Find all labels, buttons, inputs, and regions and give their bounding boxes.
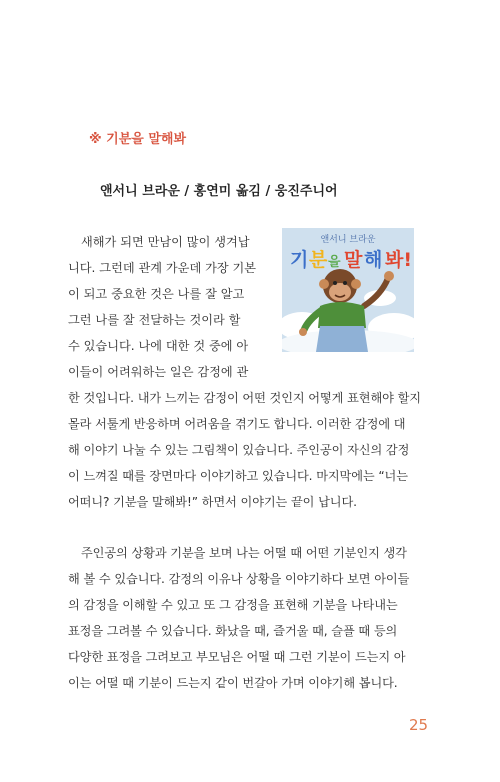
paragraph-2-line-1: 주인공의 상황과 기분을 보며 나는 어떨 때 어떤 기분인지 생각 bbox=[81, 546, 407, 560]
paragraph-1-line-5: 수 있습니다. 나에 대한 것 중에 아 bbox=[68, 339, 249, 353]
svg-text:말: 말 bbox=[344, 249, 363, 271]
svg-text:을: 을 bbox=[328, 255, 341, 270]
book-byline: 앤서니 브라운 / 홍연미 옮김 / 웅진주니어 bbox=[100, 184, 338, 199]
paragraph-1-line-9: 해 이야기 나눌 수 있는 그림책이 있습니다. 주인공이 자신의 감정 bbox=[68, 443, 410, 457]
cover-title bbox=[290, 248, 412, 271]
paragraph-2-line-5: 다양한 표정을 그려보고 부모님은 어떨 때 그런 기분이 드는지 아 bbox=[68, 650, 406, 664]
paragraph-1-line-6: 이들이 어려워하는 일은 감정에 관 bbox=[68, 365, 249, 379]
paragraph-2-line-4: 표정을 그려볼 수 있습니다. 화났을 때, 즐거울 때, 슬플 때 등의 bbox=[68, 624, 398, 638]
svg-text:해: 해 bbox=[364, 249, 383, 271]
book-cover-image bbox=[282, 228, 414, 352]
paragraph-1-line-7: 한 것입니다. 내가 느끼는 감정이 어떤 것인지 어떻게 표현해야 할지 bbox=[68, 391, 421, 405]
paragraph-1-line-3: 이 되고 중요한 것은 나를 잘 알고 bbox=[68, 287, 245, 301]
svg-text:봐!: 봐! bbox=[385, 249, 413, 271]
paragraph-1-line-11: 어떠니? 기분을 말해봐!” 하면서 이야기는 끝이 납니다. bbox=[68, 495, 357, 509]
section-title: ※ 기분을 말해봐 bbox=[89, 132, 187, 147]
paragraph-1-line-1: 새해가 되면 만남이 많이 생겨납 bbox=[81, 235, 250, 249]
paragraph-2-line-6: 이는 어떨 때 기분이 드는지 같이 번갈아 가며 이야기해 봅니다. bbox=[68, 676, 398, 690]
paragraph-2-line-3: 의 감정을 이해할 수 있고 또 그 감정을 표현해 기분을 나타내는 bbox=[68, 598, 398, 612]
paragraph-2-line-2: 해 볼 수 있습니다. 감정의 이유나 상황을 이야기하다 보면 아이들 bbox=[68, 572, 410, 586]
paragraph-1-line-10: 이 느껴질 때를 장면마다 이야기하고 있습니다. 마지막에는 “너는 bbox=[68, 469, 408, 483]
page-number: 25 bbox=[409, 716, 429, 734]
paragraph-1-line-8: 몰라 서툴게 반응하며 어려움을 겪기도 합니다. 이러한 감정에 대 bbox=[68, 417, 406, 431]
svg-text:분: 분 bbox=[309, 249, 328, 271]
cover-author-text: 앤서니 브라운 bbox=[320, 235, 376, 245]
svg-text:기: 기 bbox=[290, 249, 309, 271]
book-cover-illustration bbox=[282, 228, 414, 352]
paragraph-1-line-4: 그런 나를 잘 전달하는 것이라 할 bbox=[68, 313, 241, 327]
paragraph-1-line-2: 니다. 그런데 관계 가운데 가장 기본 bbox=[68, 261, 257, 275]
